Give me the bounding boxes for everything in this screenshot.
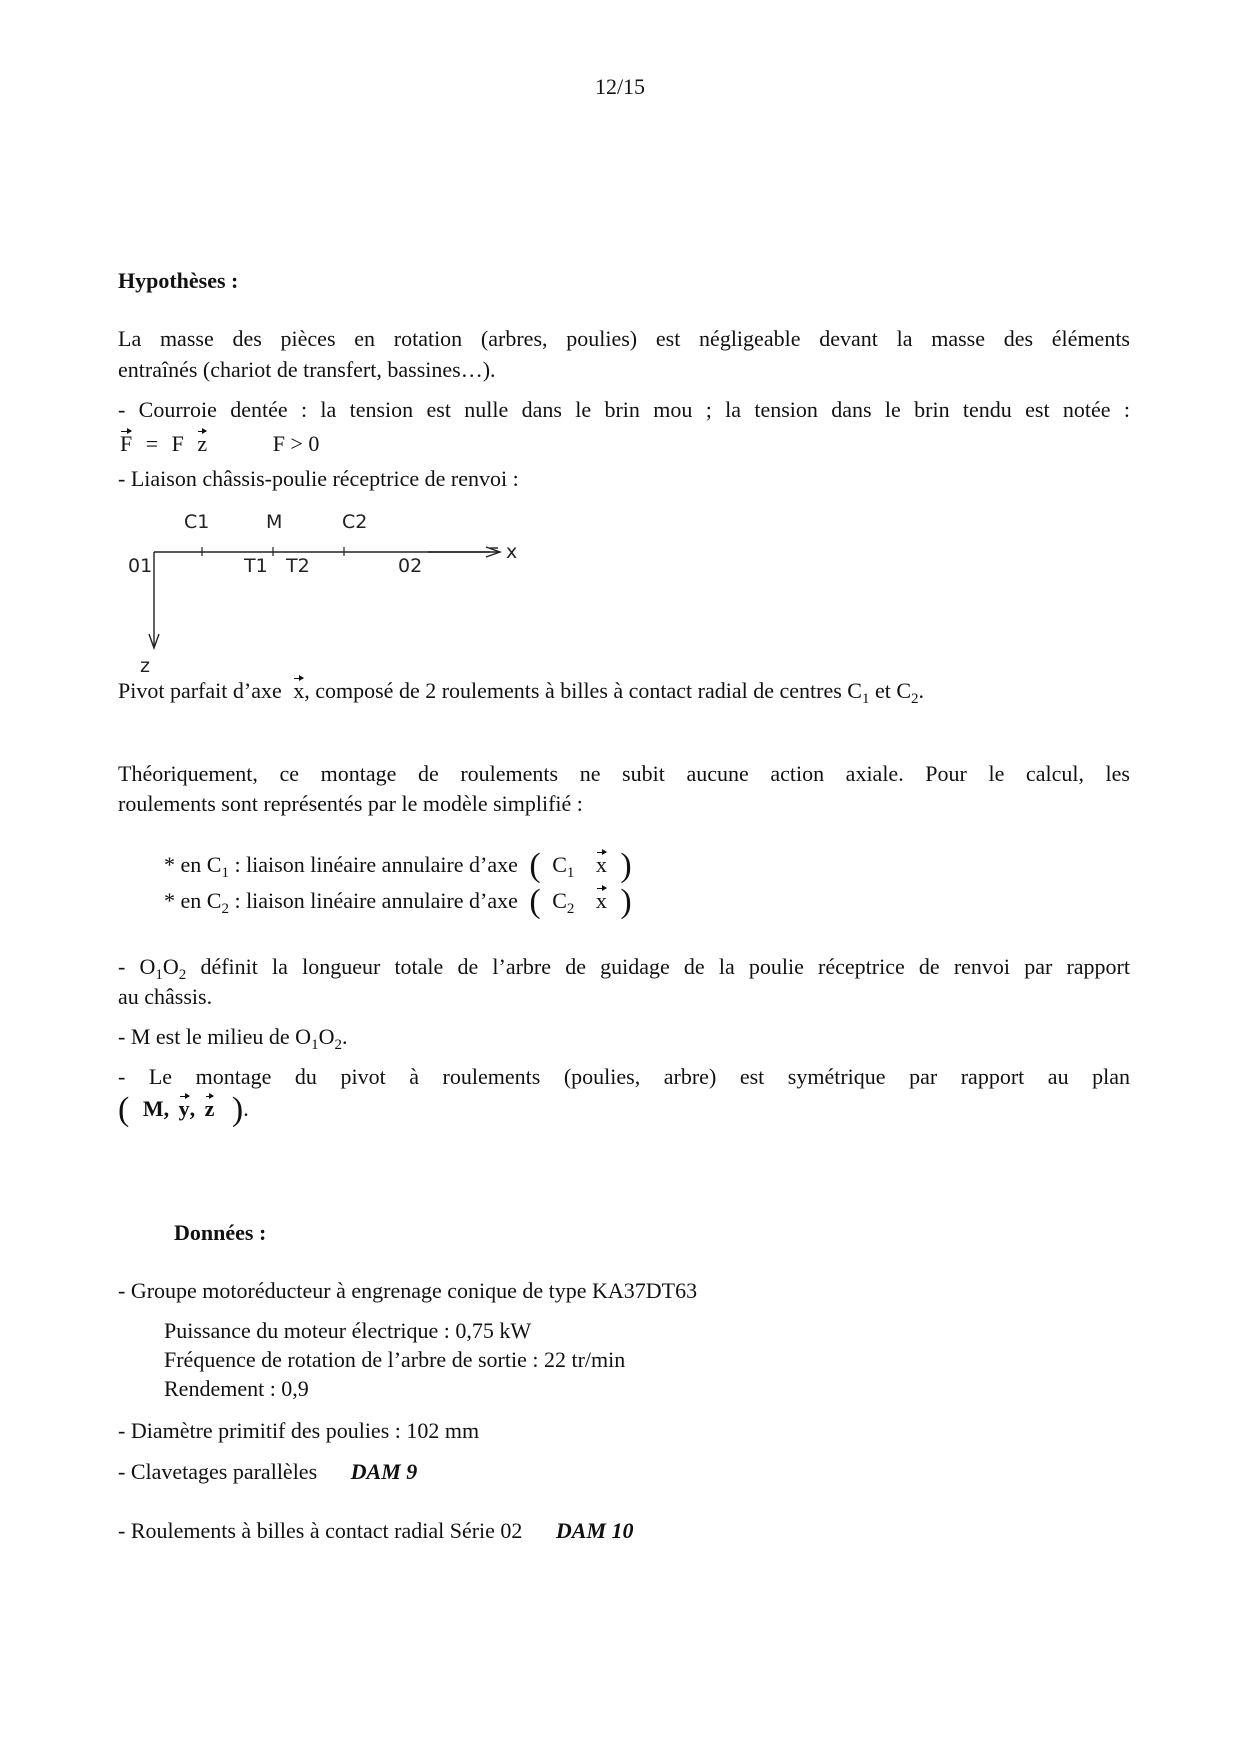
roulements-text: - Roulements à billes à contact radial Série 02	[118, 1518, 523, 1543]
label-x: x	[506, 541, 518, 563]
hypotheses-title: Hypothèses :	[118, 268, 239, 293]
donnees-frequence: Fréquence de rotation de l’arbre de sortie : 22 tr/min	[164, 1347, 626, 1372]
o1o2-line2: au châssis.	[118, 984, 213, 1009]
belt-equation	[120, 429, 319, 459]
m-prefix: - M est le milieu de O	[118, 1024, 312, 1049]
o1o2-rest: définit la longueur totale de l’arbre de guidage de la poulie réceptrice de renvoi par rapport	[186, 954, 1130, 979]
donnees-rendement: Rendement : 0,9	[164, 1376, 309, 1401]
o1o2-mid: O	[162, 954, 179, 979]
donnees-puissance: Puissance du moteur électrique : 0,75 kW	[164, 1318, 532, 1343]
label-o1: 01	[128, 555, 153, 577]
label-m: M	[266, 511, 283, 533]
donnees-diametre: - Diamètre primitif des poulies : 102 mm	[118, 1418, 480, 1443]
force-condition: F > 0	[272, 431, 320, 456]
clavetages-text: - Clavetages parallèles	[118, 1459, 318, 1484]
o1o2-prefix: - O	[118, 954, 156, 979]
pivot-line	[118, 676, 924, 714]
label-c2: C2	[342, 511, 368, 533]
c1-point: C	[552, 852, 567, 877]
m-sub2: 2	[334, 1037, 342, 1053]
theory-line2: roulements sont représentés par le modèle simplifié :	[118, 791, 583, 816]
donnees-title: Données :	[174, 1220, 267, 1245]
c2-open-paren: (	[529, 883, 541, 920]
m-sub1: 1	[311, 1037, 319, 1053]
plane-point-m: M,	[142, 1096, 170, 1121]
pivot-text-1: Pivot parfait d’axe	[118, 678, 282, 703]
unit-vector-z: z	[197, 429, 207, 459]
c1-open-paren: (	[529, 847, 541, 884]
pivot-sub-1: 1	[861, 691, 870, 707]
liaison-c1-line	[164, 847, 632, 888]
donnees-roulements	[118, 1516, 634, 1546]
c1-close-paren: )	[620, 847, 632, 884]
c2-point: C	[552, 888, 567, 913]
liaison-c2-line	[164, 883, 632, 924]
donnees-motor: - Groupe motoréducteur à engrenage conique de type KA37DT63	[118, 1278, 698, 1303]
theory-line1: Théoriquement, ce montage de roulements ne subit aucune action axiale. Pour le calcul, les	[118, 761, 1130, 786]
clavetages-ref: DAM 9	[350, 1459, 418, 1484]
c1-point-sub: 1	[566, 865, 575, 881]
pivot-axis-vector-x: x	[293, 676, 304, 706]
o1o2-line1	[118, 952, 1130, 990]
page-number: 12/15	[594, 74, 646, 99]
liaison-line: - Liaison châssis-poulie réceptrice de renvoi :	[118, 466, 519, 491]
c2-axis-vector: x	[596, 886, 607, 916]
c2-sub: 2	[221, 901, 229, 917]
m-mid: O	[318, 1024, 335, 1049]
c2-point-sub: 2	[566, 901, 575, 917]
donnees-clavetages	[118, 1457, 417, 1487]
label-o2: 02	[398, 555, 423, 577]
plane-close-paren: )	[231, 1091, 244, 1128]
m-line	[118, 1022, 347, 1060]
roulements-ref: DAM 10	[555, 1518, 634, 1543]
c2-text: : liaison linéaire annulaire d’axe	[228, 888, 518, 913]
plane-vector-z: z	[205, 1094, 215, 1124]
belt-line1: - Courroie dentée : la tension est nulle dans le brin mou ; la tension dans le brin tendu est notée :	[118, 397, 1130, 422]
c1-text: : liaison linéaire annulaire d’axe	[228, 852, 518, 877]
pivot-sub-2: 2	[911, 691, 919, 707]
c1-sub: 1	[221, 865, 229, 881]
m-end: .	[341, 1024, 348, 1049]
label-t1: T1	[244, 555, 268, 577]
plane-end: .	[243, 1096, 249, 1121]
force-scalar-F: F	[171, 431, 184, 456]
pivot-text-and: et C	[869, 678, 912, 703]
plane-comma: ,	[189, 1096, 196, 1121]
equals-sign: =	[145, 431, 159, 456]
label-c1: C1	[184, 511, 210, 533]
o1o2-sub1: 1	[155, 967, 163, 983]
plane-open-paren: (	[118, 1091, 130, 1128]
label-t2: T2	[286, 555, 310, 577]
symmetry-line1: - Le montage du pivot à roulements (poulies, arbre) est symétrique par rapport au plan	[118, 1064, 1130, 1089]
c1-prefix: * en C	[164, 852, 222, 877]
para1-line2: entraînés (chariot de transfert, bassines…).	[118, 357, 496, 382]
label-z: z	[140, 655, 150, 677]
c1-axis-vector: x	[596, 850, 607, 880]
symmetry-plane	[118, 1091, 249, 1128]
pivot-diagram	[118, 500, 538, 680]
pivot-text-end: .	[918, 678, 925, 703]
o1o2-sub2: 2	[178, 967, 187, 983]
para1-line1: La masse des pièces en rotation (arbres, poulies) est négligeable devant la masse des éléments	[118, 326, 1130, 351]
c2-prefix: * en C	[164, 888, 222, 913]
plane-vector-y: y	[179, 1094, 190, 1124]
c2-close-paren: )	[620, 883, 632, 920]
force-vector-F: F	[120, 429, 132, 459]
pivot-text-2: , composé de 2 roulements à billes à contact radial de centres C	[304, 678, 862, 703]
